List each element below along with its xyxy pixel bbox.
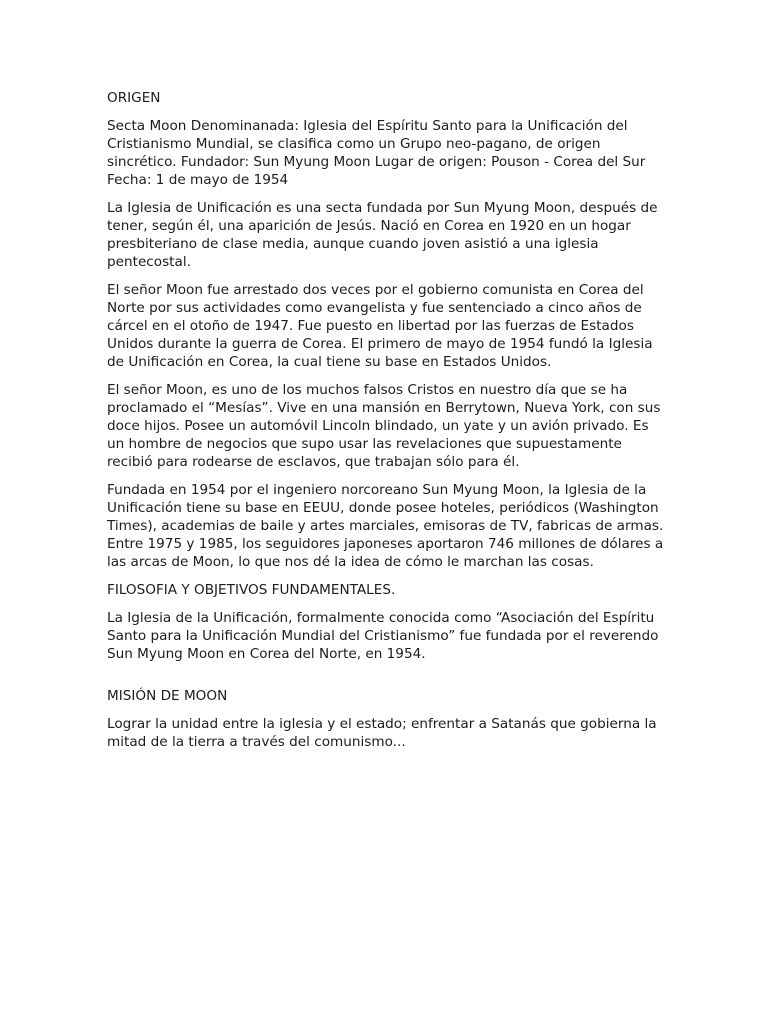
paragraph-asociacion: La Iglesia de la Unificación, formalmente conocida como “Asociación del Espíritu Santo para la Unificación Mundial del Cristianismo” fue fundada por el reverendo Sun Myung Moon en Corea del Norte, en 1954. bbox=[107, 610, 659, 662]
paragraph-mision: Lograr la unidad entre la iglesia y el estado; enfrentar a Satanás que gobierna la mitad de la tierra a través del comunismo... bbox=[107, 716, 657, 750]
heading-mision: MISIÓN DE MOON bbox=[107, 688, 228, 704]
heading-filosofia: FILOSOFIA Y OBJETIVOS FUNDAMENTALES. bbox=[107, 582, 396, 598]
document-page bbox=[107, 89, 667, 761]
paragraph-fundada-1954: Fundada en 1954 por el ingeniero norcoreano Sun Myung Moon, la Iglesia de la Unificación tiene su base en EEUU, donde posee hoteles, periódicos (Washington Times), academias de baile y artes marciales, emisoras de TV, fabricas de armas. Entre 1975 y 1985, los seguidores japoneses aportaron 746 millones de dólares a las arcas de Moon, lo que nos dé la idea de cómo le marchan las cosas. bbox=[107, 482, 664, 570]
heading-origen: ORIGEN bbox=[107, 90, 161, 106]
paragraph-secta-moon: Secta Moon Denominanada: Iglesia del Espíritu Santo para la Unificación del Cristianismo Mundial, se clasifica como un Grupo neo-pagano, de origen sincrético. Fundador: Sun Myung Moon Lugar de origen: Pouson - Corea del Sur Fecha: 1 de mayo de 1954 bbox=[107, 118, 646, 188]
paragraph-arresto: El señor Moon fue arrestado dos veces por el gobierno comunista en Corea del Norte por sus actividades como evangelista y fue sentenciado a cinco años de cárcel en el otoño de 1947. Fue puesto en libertad por las fuerzas de Estados Unidos durante la guerra de Corea. El primero de mayo de 1954 fundó la Iglesia de Unificación en Corea, la cual tiene su base en Estados Unidos. bbox=[107, 282, 653, 370]
paragraph-iglesia-unificacion: La Iglesia de Unificación es una secta fundada por Sun Myung Moon, después de tener, según él, una aparición de Jesús. Nació en Corea en 1920 en un hogar presbiteriano de clase media, aunque cuando joven asistió a una iglesia pentecostal. bbox=[107, 200, 658, 270]
paragraph-falsos-cristos: El señor Moon, es uno de los muchos falsos Cristos en nuestro día que se ha proclamado el “Mesías”. Vive en una mansión en Berrytown, Nueva York, con sus doce hijos. Posee un automóvil Lincoln blindado, un yate y un avión privado. Es un hombre de negocios que supo usar las revelaciones que supuestamente recibió para rodearse de esclavos, que trabajan sólo para él. bbox=[107, 382, 661, 470]
